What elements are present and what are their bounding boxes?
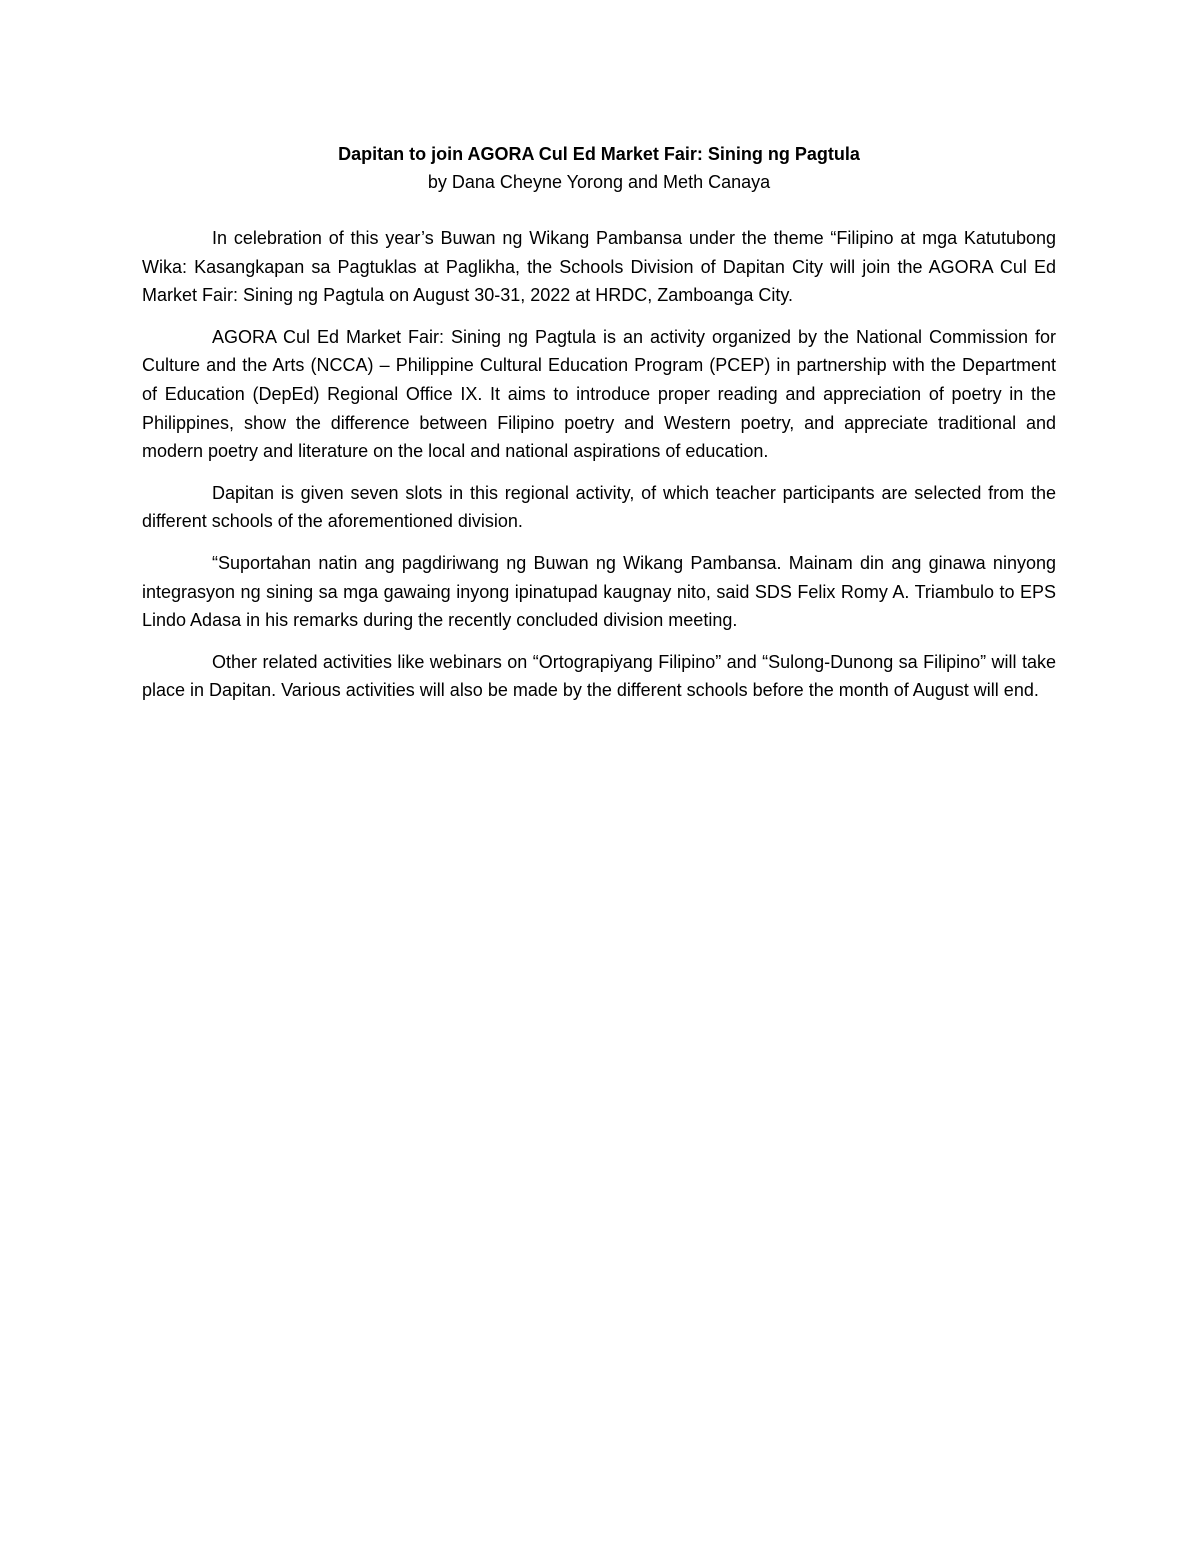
paragraph-3: Dapitan is given seven slots in this regional activity, of which teacher participants are selected from the different schools of the aforementioned division.	[142, 482, 1056, 532]
paragraph-5: Other related activities like webinars on “Ortograpiyang Filipino” and “Sulong-Dunong sa Filipino” will take place in Dapitan. Various activities will also be made by the different schools before the month of August will end.	[142, 651, 1056, 701]
paragraph-2: AGORA Cul Ed Market Fair: Sining ng Pagtula is an activity organized by the National Commission for Culture and the Arts (NCCA) – Philippine Cultural Education Program (PCEP) in partnership with the Department of Education (DepEd) Regional Office IX. It aims to introduce proper reading and appreciation of poetry in the Philippines, show the difference between Filipino poetry and Western poetry, and appreciate traditional and modern poetry and literature on the local and national aspirations of education.	[142, 326, 1056, 462]
paragraph-4: “Suportahan natin ang pagdiriwang ng Buwan ng Wikang Pambansa. Mainam din ang ginawa ninyong integrasyon ng sining sa mga gawaing inyong ipinatupad kaugnay nito, said SDS Felix Romy A. Triambulo to EPS Lindo Adasa in his remarks during the recently concluded division meeting.	[142, 552, 1056, 631]
paragraph-1: In celebration of this year’s Buwan ng Wikang Pambansa under the theme “Filipino at mga Katutubong Wika: Kasangkapan sa Pagtuklas at Paglikha, the Schools Division of Dapitan City will join the AGORA Cul Ed Market Fair: Sining ng Pagtula on August 30-31, 2022 at HRDC, Zamboanga City.	[142, 228, 1056, 306]
article-byline: by Dana Cheyne Yorong and Meth Canaya	[427, 172, 771, 192]
article	[142, 140, 1056, 718]
article-title: Dapitan to join AGORA Cul Ed Market Fair: Sining ng Pagtula	[338, 144, 860, 164]
